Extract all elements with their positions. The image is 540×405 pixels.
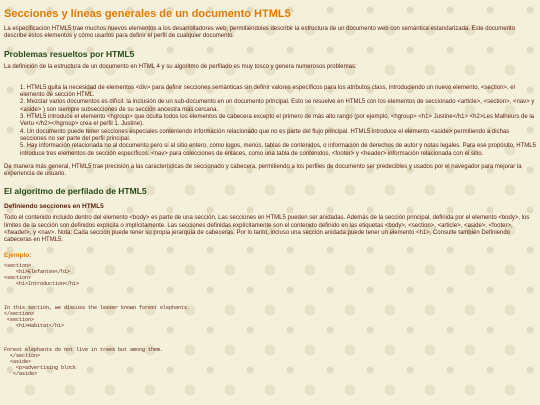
defining-sections-paragraph: Todo el contenido incluido dentro del elemento <body> es parte de una sección. Las secciones en HTML5 pueden ser anidadas. Además de la sección principal, definida por el elemento <body>, los límites de la sección son definidos explícita o implícitamente. Las secciones definidas explícitamente son el contenido definido en las etiquetas <body>, <section>, <article>, <aside>, <footer>, <header>, y <nav>. Nota: Cada sección puede tener su propia jerarquía de cabeceras. Por lo tanto, incluso una sección anidada puede tener un elemento <h1>. Consulte también Definiendo cabeceras en HTML5. bbox=[4, 215, 530, 244]
intro-paragraph: La especificación HTML5 trae muchos nuevos elementos a los desarrolladores web, permitiéndoles describir la estructura de un documento web con semántica estandarizada. Este documento describe estos elementos y cómo usarlos para definir el perfil de cualquier documento. bbox=[4, 26, 515, 40]
page-title: Secciones y líneas generales de un documento HTML5 bbox=[4, 8, 291, 20]
example-label: Ejemplo: bbox=[4, 251, 32, 259]
list-item: 3. HTML5 introduce el elemento <hgroup> que oculta todos los elementos de cabecera excepto el primero de más alto rango (por ejemplo, <hgroup> <h1> Justine</h1> <h2>Les Malheurs de la Vertu </h2></hgroup> crea el perfil 1. Justine). bbox=[20, 114, 534, 128]
list-item: 2. Mezclar varios documentos es difícil: la inclusión de un sub-documento en un documento principal. Esto se resuelve en HTML5 con los elementos de seccionado <article>, <section>, <nav> y <aside> ) son siempre subsecciones de su sección ancestra más cercana. bbox=[20, 99, 535, 113]
code-example: <section> <h1>Elefantes</h1> <section> <h1>Introduction</h1> In this section, we discuss the lesser known forest elephants. </section> <section> <h1>Habitat</h1> Forest elephants do not live in trees but among them. </section> <aside> <p>advertising block </aside> bbox=[4, 262, 191, 377]
subsection-heading-defining: Definiendo secciones en HTML5 bbox=[4, 203, 104, 211]
problems-list bbox=[4, 85, 536, 158]
list-item: 4. Un documento puede tener secciones especiales conteniendo información relacionado que no es parte del flujo principal. HTML5 introduce el elemento <aside> permitiendo a dichas secciones no ser parte del perfil principal. bbox=[20, 128, 510, 142]
section-heading-algorithm: El algoritmo de perfilado de HTML5 bbox=[4, 186, 147, 197]
problems-intro-paragraph: La definición de la estructura de un documento en HTML 4 y su algoritmo de perfilado es muy tosco y genera numerosos problemas: bbox=[4, 63, 357, 70]
section-heading-problems: Problemas resueltos por HTML5 bbox=[4, 48, 135, 59]
problems-summary-paragraph: De manera más general, HTML5 trae precisión a las características de seccionado y cabecera, permitiendo a los perfiles de documento ser predecibles y usados por el navegador para mejorar la experiencia de usuario. bbox=[4, 163, 522, 178]
list-item: 1. HTML5 quita la necesidad de elementos <div> para definir secciones semánticas sin definir valores específicos para los atributos class, introduciendo un nuevo elemento, <section>, el elemento de sección HTML. bbox=[20, 84, 515, 99]
list-item: 5. Hay información relacionada no al documento pero sí al sitio entero, como logos, menús, tablas de contenidos, o información de derechos de autor y notas legales. Para ese propósito, HTML5 introduce tres elementos de sección específicos: <nav> para colecciones de enlaces, como una tabla de contenidos, <footer> y <header> información relacionada con el sitio. bbox=[20, 143, 536, 157]
